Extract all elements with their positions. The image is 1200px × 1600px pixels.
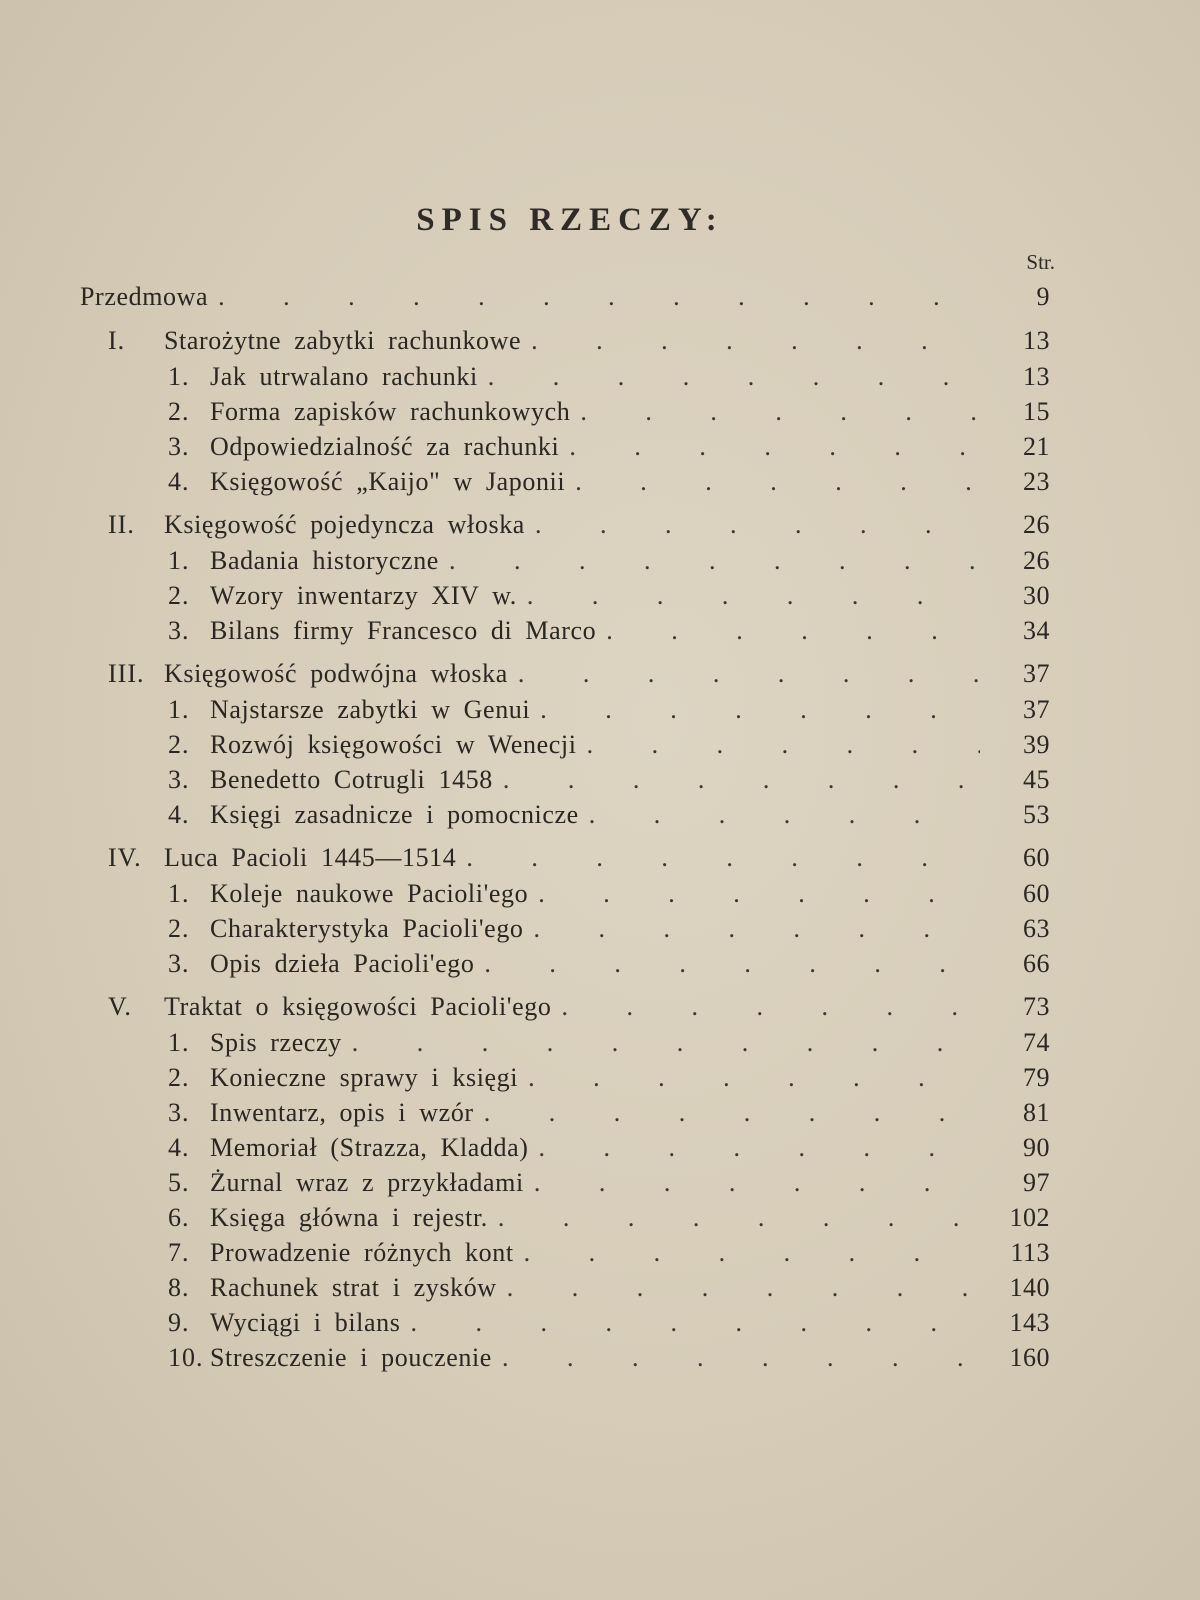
toc-section (80, 1273, 1050, 1308)
dot-leader (503, 765, 980, 795)
toc-section-number: 1. (168, 546, 190, 575)
toc-entry-page: 37 (1023, 659, 1050, 688)
toc-section-label: Księgi zasadnicze i pomocnicze (210, 800, 579, 829)
toc-chapter (80, 510, 1050, 546)
toc-section-label: Najstarsze zabytki w Genui (210, 695, 531, 724)
toc-entry-page: 37 (1023, 695, 1050, 724)
toc-entry-page: 23 (1023, 467, 1050, 496)
toc-section-label: Benedetto Cotrugli 1458 (210, 765, 493, 794)
dot-leader (528, 1063, 980, 1093)
table-of-contents (80, 282, 1050, 1378)
toc-section-number: 8. (168, 1273, 190, 1302)
toc-section (80, 1168, 1050, 1203)
toc-entry-page: 39 (1023, 730, 1050, 759)
toc-entry-page: 113 (1010, 1238, 1050, 1267)
toc-section (80, 546, 1050, 581)
toc-entry-page: 9 (1036, 282, 1050, 311)
toc-section-label: Jak utrwalano rachunki (210, 362, 478, 391)
toc-section-number: 3. (168, 1098, 190, 1127)
toc-section-label: Koleje naukowe Pacioli'ego (210, 879, 529, 908)
toc-chapter-number: IV. (108, 843, 142, 872)
dot-leader (507, 1273, 980, 1303)
toc-entry-page: 26 (1023, 546, 1050, 575)
dot-leader (587, 730, 980, 760)
dot-leader (218, 282, 980, 312)
toc-section-label: Inwentarz, opis i wzór (210, 1098, 474, 1127)
toc-section-number: 1. (168, 1028, 190, 1057)
toc-section-label: Odpowiedzialność za rachunki (210, 432, 560, 461)
toc-chapter-label: Księgowość pojedyncza włoska (164, 510, 525, 539)
toc-section-number: 7. (168, 1238, 190, 1267)
toc-section-label: Badania historyczne (210, 546, 439, 575)
dot-leader (352, 1028, 980, 1058)
toc-entry (80, 282, 1050, 318)
toc-chapter (80, 326, 1050, 362)
toc-chapter-number: II. (108, 510, 135, 539)
toc-entry-page: 160 (1009, 1343, 1050, 1372)
toc-section-label: Charakterystyka Pacioli'ego (210, 914, 524, 943)
toc-section-label: Wyciągi i bilans (210, 1308, 401, 1337)
toc-entry-page: 15 (1023, 397, 1050, 426)
toc-section-number: 3. (168, 949, 190, 978)
toc-section (80, 362, 1050, 397)
toc-section-label: Księgowość „Kaijo" w Japonii (210, 467, 566, 496)
toc-entry-page: 13 (1023, 326, 1050, 355)
toc-section-number: 4. (168, 800, 190, 829)
toc-section-number: 2. (168, 914, 190, 943)
toc-entry-page: 90 (1023, 1133, 1050, 1162)
dot-leader (540, 695, 980, 725)
toc-section-number: 5. (168, 1168, 190, 1197)
toc-section (80, 730, 1050, 765)
toc-section-number: 9. (168, 1308, 190, 1337)
toc-section (80, 581, 1050, 616)
toc-section-number: 10. (168, 1343, 204, 1372)
toc-entry-page: 74 (1023, 1028, 1050, 1057)
toc-section (80, 1028, 1050, 1063)
toc-chapter-label: Luca Pacioli 1445—1514 (164, 843, 457, 872)
toc-entry-page: 53 (1023, 800, 1050, 829)
toc-entry-page: 79 (1023, 1063, 1050, 1092)
dot-leader (524, 1238, 980, 1268)
toc-chapter (80, 659, 1050, 695)
dot-leader (410, 1308, 980, 1338)
toc-chapter-number: I. (108, 326, 126, 355)
toc-entry-page: 34 (1023, 616, 1050, 645)
dot-leader (538, 879, 980, 909)
toc-entry-page: 63 (1023, 914, 1050, 943)
toc-section-label: Rozwój księgowości w Wenecji (210, 730, 577, 759)
toc-chapter-label: Traktat o księgowości Pacioli'ego (164, 992, 552, 1021)
toc-section-label: Żurnal wraz z przykładami (210, 1168, 524, 1197)
toc-section (80, 1098, 1050, 1133)
toc-chapter-number: III. (108, 659, 145, 688)
toc-chapter (80, 992, 1050, 1028)
toc-section-number: 4. (168, 1133, 190, 1162)
toc-entry-page: 81 (1023, 1098, 1050, 1127)
toc-chapter-label: Księgowość podwójna włoska (164, 659, 508, 688)
dot-leader (535, 510, 980, 540)
toc-chapter-number: V. (108, 992, 132, 1021)
toc-section-number: 1. (168, 362, 190, 391)
toc-section-label: Spis rzeczy (210, 1028, 342, 1057)
toc-section-label: Konieczne sprawy i księgi (210, 1063, 519, 1092)
toc-section (80, 397, 1050, 432)
toc-entry-page: 21 (1023, 432, 1050, 461)
dot-leader (466, 843, 980, 873)
toc-section (80, 800, 1050, 835)
toc-entry-page: 97 (1023, 1168, 1050, 1197)
dot-leader (534, 1168, 980, 1198)
dot-leader (518, 659, 980, 689)
dot-leader (539, 1133, 980, 1163)
toc-entry-page: 30 (1023, 581, 1050, 610)
toc-section (80, 765, 1050, 800)
dot-leader (502, 1343, 980, 1373)
toc-entry-page: 60 (1023, 879, 1050, 908)
toc-section-label: Księga główna i rejestr. (210, 1203, 488, 1232)
toc-entry-label: Przedmowa (80, 282, 209, 311)
toc-entry-page: 13 (1023, 362, 1050, 391)
toc-entry-page: 143 (1009, 1308, 1050, 1337)
dot-leader (580, 397, 980, 427)
toc-section-number: 2. (168, 397, 190, 426)
toc-section (80, 1203, 1050, 1238)
dot-leader (589, 800, 980, 830)
toc-entry-page: 140 (1009, 1273, 1050, 1302)
dot-leader (606, 616, 980, 646)
toc-section (80, 695, 1050, 730)
toc-section (80, 616, 1050, 651)
toc-section-label: Rachunek strat i zysków (210, 1273, 497, 1302)
dot-leader (527, 581, 980, 611)
dot-leader (498, 1203, 980, 1233)
toc-section-number: 2. (168, 1063, 190, 1092)
dot-leader (484, 1098, 980, 1128)
toc-section-number: 2. (168, 730, 190, 759)
toc-section-label: Forma zapisków rachunkowych (210, 397, 571, 426)
toc-entry-page: 26 (1023, 510, 1050, 539)
dot-leader (449, 546, 980, 576)
dot-leader (534, 914, 980, 944)
toc-section (80, 1308, 1050, 1343)
toc-section-label: Opis dzieła Pacioli'ego (210, 949, 475, 978)
toc-section-number: 3. (168, 765, 190, 794)
toc-entry-page: 60 (1023, 843, 1050, 872)
toc-section (80, 467, 1050, 502)
toc-entry-page: 45 (1023, 765, 1050, 794)
dot-leader (569, 432, 980, 462)
toc-section-label: Streszczenie i pouczenie (210, 1343, 492, 1372)
toc-section (80, 914, 1050, 949)
toc-section (80, 1133, 1050, 1168)
dot-leader (561, 992, 980, 1022)
toc-section-number: 6. (168, 1203, 190, 1232)
toc-section-number: 3. (168, 432, 190, 461)
dot-leader (488, 362, 980, 392)
toc-section (80, 949, 1050, 984)
toc-section-label: Wzory inwentarzy XIV w. (210, 581, 517, 610)
toc-section (80, 879, 1050, 914)
toc-section (80, 1063, 1050, 1098)
toc-section-number: 3. (168, 616, 190, 645)
toc-entry-page: 66 (1023, 949, 1050, 978)
toc-section-number: 2. (168, 581, 190, 610)
toc-chapter (80, 843, 1050, 879)
toc-chapter-label: Starożytne zabytki rachunkowe (164, 326, 522, 355)
toc-section-label: Memoriał (Strazza, Kladda) (210, 1133, 529, 1162)
toc-section (80, 1238, 1050, 1273)
toc-section-label: Bilans firmy Francesco di Marco (210, 616, 597, 645)
toc-section-number: 1. (168, 879, 190, 908)
toc-section-number: 1. (168, 695, 190, 724)
toc-entry-page: 102 (1009, 1203, 1050, 1232)
dot-leader (531, 326, 980, 356)
toc-section-label: Prowadzenie różnych kont (210, 1238, 514, 1267)
page-title: SPIS RZECZY: (416, 202, 724, 238)
toc-section-number: 4. (168, 467, 190, 496)
page-column-label: Str. (1026, 250, 1055, 274)
dot-leader (484, 949, 980, 979)
dot-leader (575, 467, 980, 497)
toc-section (80, 432, 1050, 467)
toc-section (80, 1343, 1050, 1378)
toc-entry-page: 73 (1023, 992, 1050, 1021)
